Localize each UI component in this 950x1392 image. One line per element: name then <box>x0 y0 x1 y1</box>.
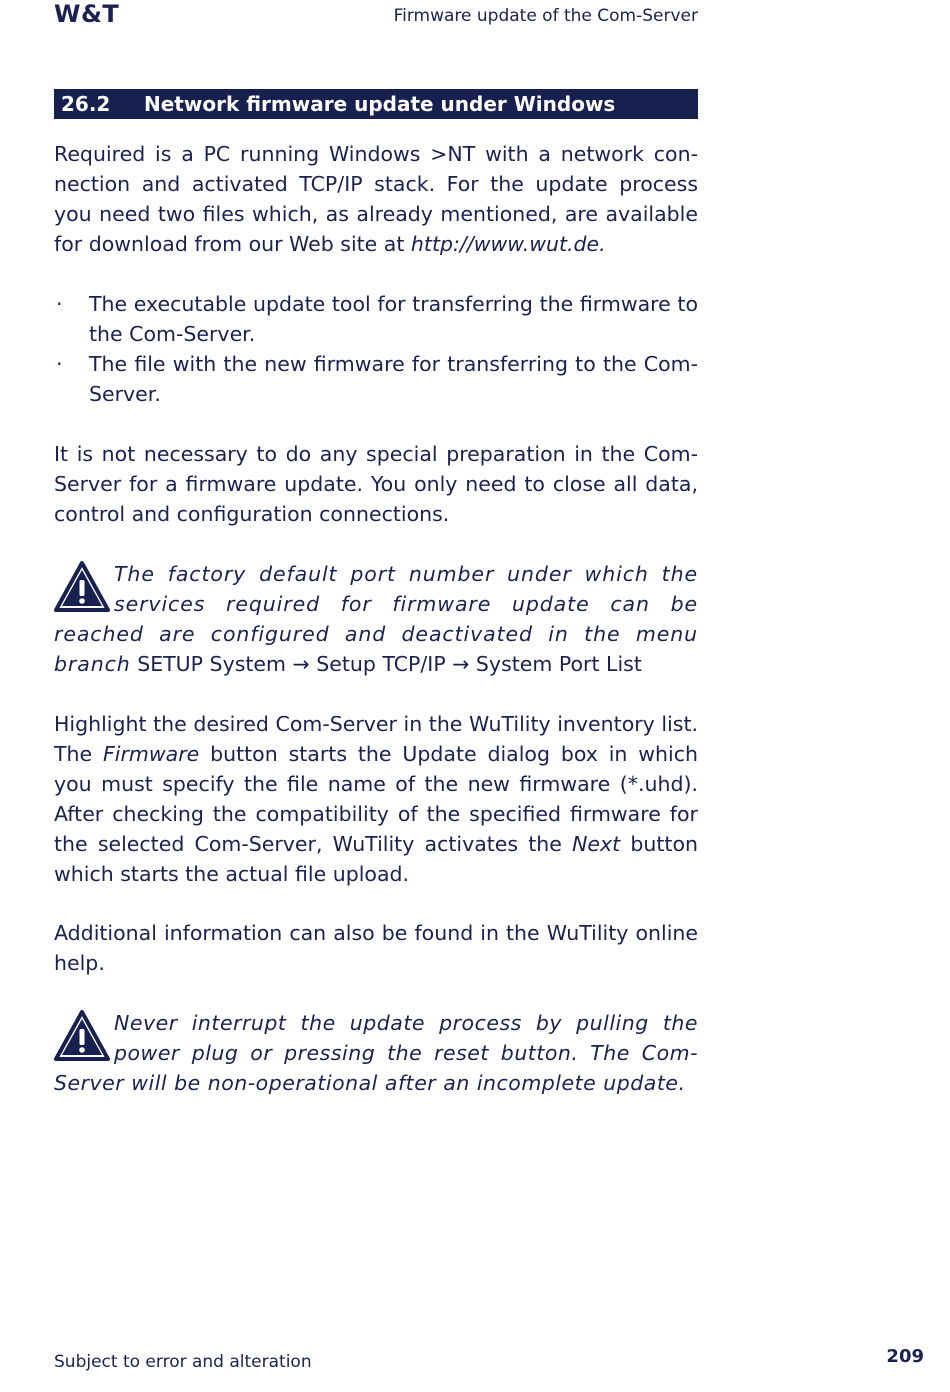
website-link[interactable]: http://www.wut.de. <box>410 232 606 256</box>
procedure-text: button which starts the actual file upload. <box>54 832 698 886</box>
port-warning <box>54 559 698 679</box>
procedure-text: Highlight the desired Com-Server in the WuTility inventory list. The <box>54 712 698 766</box>
procedure-text: button starts the Update dialog box in which you must specify the file name of the new firmware (*.uhd). After checking the compatibility of the specified firmware for the selected Com-Server, WuTility activates the <box>54 742 698 856</box>
section-heading <box>54 89 698 119</box>
menu-path: SETUP System → Setup TCP/IP → System Port List <box>130 652 642 676</box>
intro-text: Required is a PC running Windows >NT with a network connection and activated TCP/IP stack. For the update process you need two files which, as already mentioned, are available for download from our Web site at <box>54 142 698 256</box>
interrupt-warning-text: Never interrupt the update process by pulling the power plug or pressing the reset button. The Com-Server will be non-operational after an incomplete update. <box>54 1011 698 1095</box>
list-item-text: The file with the new firmware for transferring to the Com-Server. <box>89 352 698 406</box>
list-item <box>54 289 698 349</box>
firmware-button-ref: Firmware <box>102 742 200 766</box>
brand-logo: W&T <box>54 0 120 28</box>
procedure-paragraph <box>54 709 698 889</box>
bullet-marker: · <box>56 352 63 376</box>
intro-paragraph <box>54 139 698 259</box>
port-warning-text: The factory default port number under which the services required for firmware update can be reached are configured and deactivated in the menu branch <box>54 562 698 676</box>
next-button-ref: Next <box>572 832 621 856</box>
interrupt-warning <box>54 1008 698 1098</box>
file-list <box>54 289 698 409</box>
running-header-title: Firmware update of the Com-Server <box>393 6 698 26</box>
warning-icon <box>54 561 110 613</box>
page-number: 209 <box>886 1346 924 1367</box>
bullet-marker: · <box>56 292 63 316</box>
help-paragraph: Additional information can also be found in the WuTility online help. <box>54 921 698 975</box>
section-title: Network firmware update under Windows <box>144 92 616 116</box>
footer-note: Subject to error and alteration <box>54 1352 312 1372</box>
list-item <box>54 349 698 409</box>
section-number: 26.2 <box>61 92 111 116</box>
preparation-paragraph: It is not necessary to do any special preparation in the Com-Server for a firmware update. You only need to close all data, control and configuration connections. <box>54 442 698 526</box>
warning-icon <box>54 1010 110 1062</box>
list-item-text: The executable update tool for transferring the firmware to the Com-Server. <box>89 292 698 346</box>
